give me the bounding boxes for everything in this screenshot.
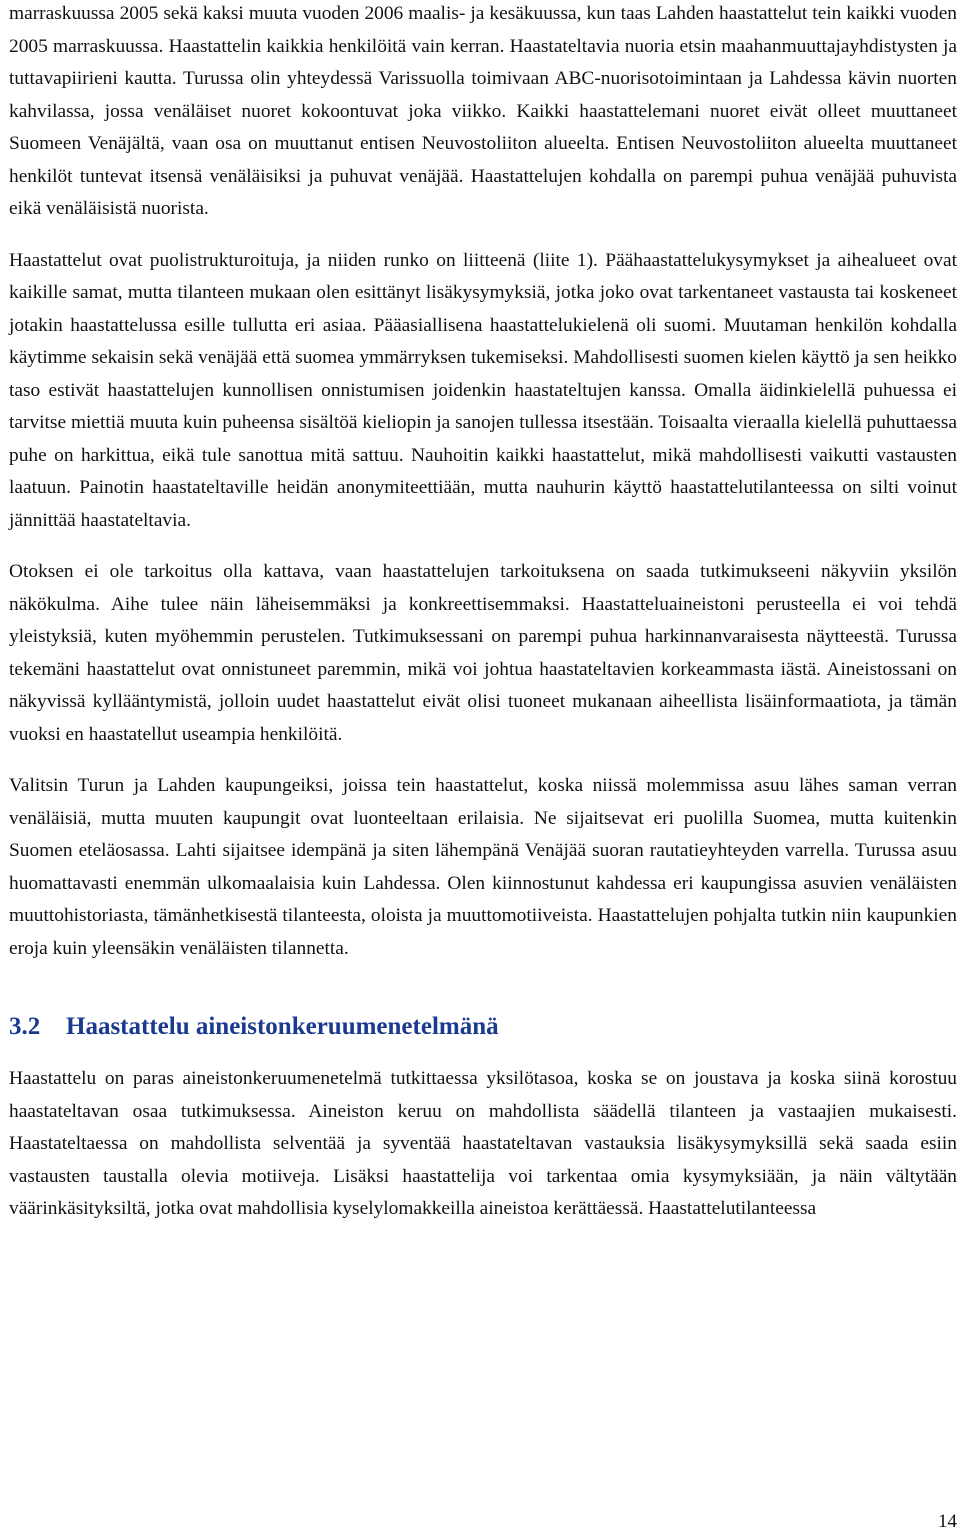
section-title: Haastattelu aineistonkeruumenetelmänä [66, 1013, 499, 1040]
document-page [9, 0, 957, 1226]
paragraph-semi-structured: Haastattelut ovat puolistrukturoituja, ja niiden runko on liitteenä (liite 1). Päähaastattelukysymykset ja aihealueet ovat kaikille samat, mutta tilanteen mukaan olen esittänyt lisäkysymyksiä, jotka joko ovat tarkentaneet vastausta tai koskeneet jotakin haastattelussa esille tullutta eri asiaa. Pääasiallisena haastattelukielenä oli suomi. Muutaman henkilön kohdalla käytimme sekaisin sekä venäjää että suomea ymmärryksen tukemiseksi. Mahdollisesti suomen kielen käyttö ja sen heikko taso estivät haastattelujen kunnollisen onnistumisen joidenkin haastateltujen kanssa. Omalla äidinkielellä puhuessa ei tarvitse miettiä muuta kuin puheensa sisältöä kieliopin ja sanojen tullessa itsestään. Toisaalta vieraalla kielellä puhuttaessa puhe on harkittua, eikä tule sanottua mitä sattuu. Nauhoitin kaikki haastattelut, mikä mahdollisesti vaikutti vastausten laatuun. Painotin haastateltaville heidän anonymiteettiään, mutta nauhurin käyttö haastattelutilanteessa on silti voinut jännittää haastateltavia. [9, 249, 957, 531]
page-number: 14 [938, 1511, 957, 1532]
paragraph-cities: Valitsin Turun ja Lahden kaupungeiksi, joissa tein haastattelut, koska niissä molemmissa asuu lähes saman verran venäläisiä, mutta muuten kaupungit ovat luonteeltaan erilaisia. Ne sijaitsevat eri puolilla Suomea, mutta kuitenkin Suomen eteläosassa. Lahti sijaitsee idempänä ja siten lähempänä Venäjää suoran rautatieyhteyden varrella. Turussa asuu huomattavasti enemmän ulkomaalaisia kuin Lahdessa. Olen kiinnostunut kahdessa eri kaupungissa asuvien venäläisten muuttohistoriasta, tämänhetkisestä tilanteesta, oloista ja muuttomotiiveista. Haastattelujen pohjalta tutkin niin kaupunkien eroja kuin yleensäkin venäläisten tilannetta. [9, 775, 957, 959]
section-number: 3.2 [9, 1013, 41, 1040]
section-heading [9, 1007, 957, 1047]
paragraph-interview-schedule: marraskuussa 2005 sekä kaksi muuta vuoden 2006 maalis- ja kesäkuussa, kun taas Lahden haastattelut tein kaikki vuoden 2005 marraskuussa. Haastattelin kaikkia henkilöitä vain kerran. Haastateltavia nuoria etsin maahanmuuttajayhdistysten ja tuttavapiirieni kautta. Turussa olin yhteydessä Varissuolla toimivaan ABC-nuorisotoimintaan ja Lahdessa kävin nuorten kahvilassa, jossa venäläiset nuoret kokoontuvat joka viikko. Kaikki haastattelemani nuoret eivät olleet muuttaneet Suomeen Venäjältä, vaan osa on muuttanut entisen Neuvostoliiton alueelta. Entisen Neuvostoliiton alueelta muuttaneet henkilöt tuntevat itsensä venäläisiksi ja puhuvat venäjää. Haastattelujen kohdalla on parempi puhua venäjää puhuvista eikä venäläisistä nuorista. [9, 3, 957, 219]
paragraph-sample: Otoksen ei ole tarkoitus olla kattava, vaan haastattelujen tarkoituksena on saada tutkimukseeni näkyviin yksilön näkökulma. Aihe tulee näin läheisemmäksi ja konkreettisemmaksi. Haastatteluaineistoni perusteella ei voi tehdä yleistyksiä, kuten myöhemmin perustelen. Tutkimuksessani on parempi puhua harkinnanvaraisesta näytteestä. Turussa tekemäni haastattelut ovat onnistuneet paremmin, mikä voi johtua haastateltavien korkeammasta iästä. Aineistossani on näkyvissä kyllääntymistä, jolloin uudet haastattelut eivät olisi tuoneet mukanaan aiheellista lisäinformaatiota, ja tämän vuoksi en haastatellut useampia henkilöitä. [9, 561, 957, 745]
paragraph-interview-method: Haastattelu on paras aineistonkeruumenetelmä tutkittaessa yksilötasoa, koska se on joustava ja koska siinä korostuu haastateltavan osaa tutkimuksessa. Aineiston keruu on mahdollista säädellä tilanteen ja vastaajien mukaisesti. Haastateltaessa on mahdollista selventää ja syventää haastateltavan vastauksia lisäkysymyksillä sekä saada esiin vastausten taustalla olevia motiiveja. Lisäksi haastattelija voi tarkentaa omia kysymyksiään, ja näin vältytään väärinkäsityksiltä, jotka ovat mahdollisia kyselylomakkeilla aineistoa kerättäessä. Haastattelutilanteessa [9, 1068, 957, 1219]
